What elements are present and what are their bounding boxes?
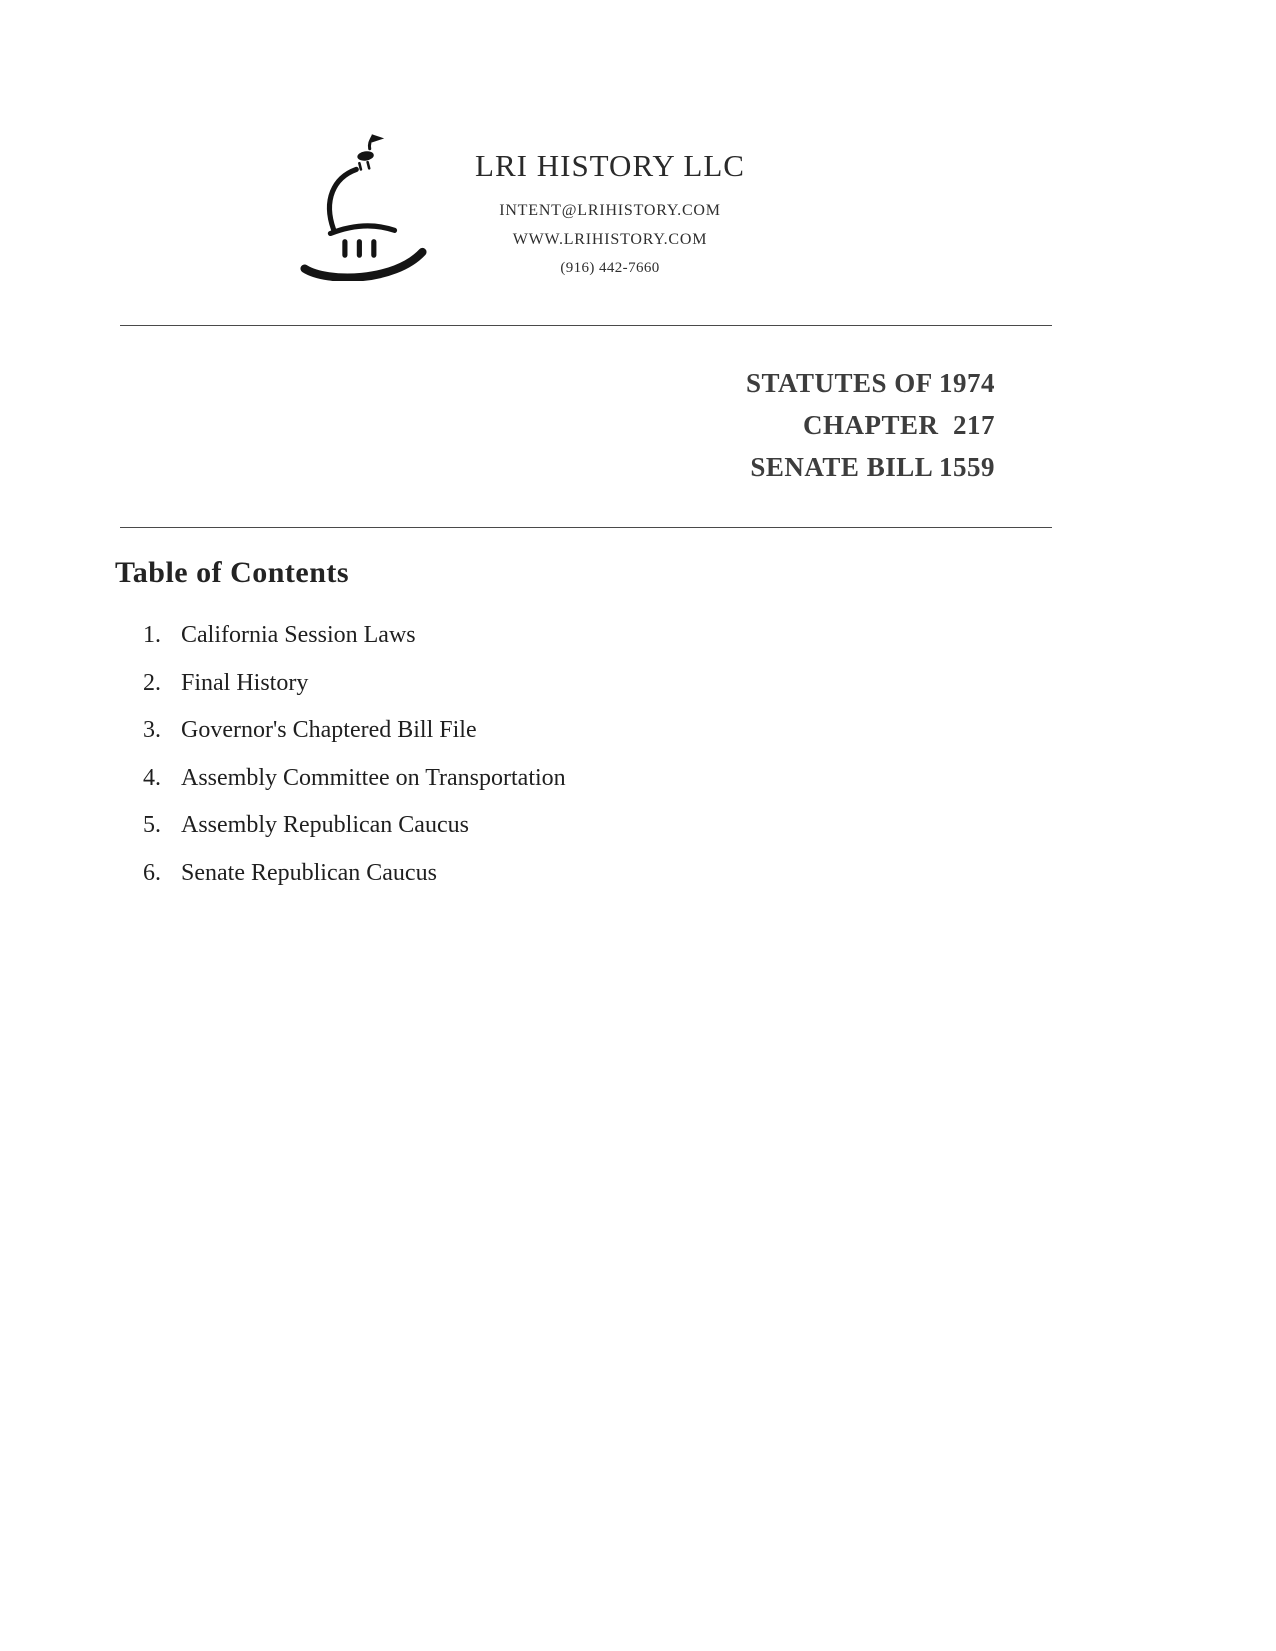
divider-bottom [120,527,1052,528]
toc-item [143,622,566,670]
toc-item [143,717,566,765]
toc-item-number: 2. [143,669,161,696]
divider-top [120,325,1052,326]
toc-list [143,622,566,907]
company-name: LRI HISTORY LLC [475,148,745,183]
toc-item-label: Assembly Republican Caucus [181,812,469,838]
toc-item [143,670,566,718]
company-email: INTENT@LRIHISTORY.COM [499,202,721,219]
toc-item [143,860,566,908]
toc-item-label: Final History [181,669,309,696]
toc-item-label: Governor's Chaptered Bill File [181,717,477,743]
toc-item-number: 4. [143,764,161,791]
toc-title: Table of Contents [115,556,350,589]
toc-item [143,812,566,860]
toc-item-label: California Session Laws [181,622,416,648]
toc-item [143,765,566,813]
capitol-dome-icon [296,126,431,281]
toc-item-label: Assembly Committee on Transportation [181,764,566,791]
statute-reference-block [495,362,995,488]
toc-item-number: 5. [143,812,161,838]
statutes-year-line: STATUTES OF 1974 [745,368,995,398]
toc-item-number: 3. [143,717,161,743]
company-website: WWW.LRIHISTORY.COM [512,231,708,248]
letterhead-contact-block [415,148,805,283]
chapter-line: CHAPTER 217 [802,410,995,440]
toc-item-number: 6. [143,859,161,886]
company-logo [296,126,431,281]
company-phone: (916) 442-7660 [560,260,660,276]
toc-item-number: 1. [143,622,161,648]
toc-item-label: Senate Republican Caucus [181,859,437,886]
senate-bill-line: SENATE BILL 1559 [750,452,995,482]
